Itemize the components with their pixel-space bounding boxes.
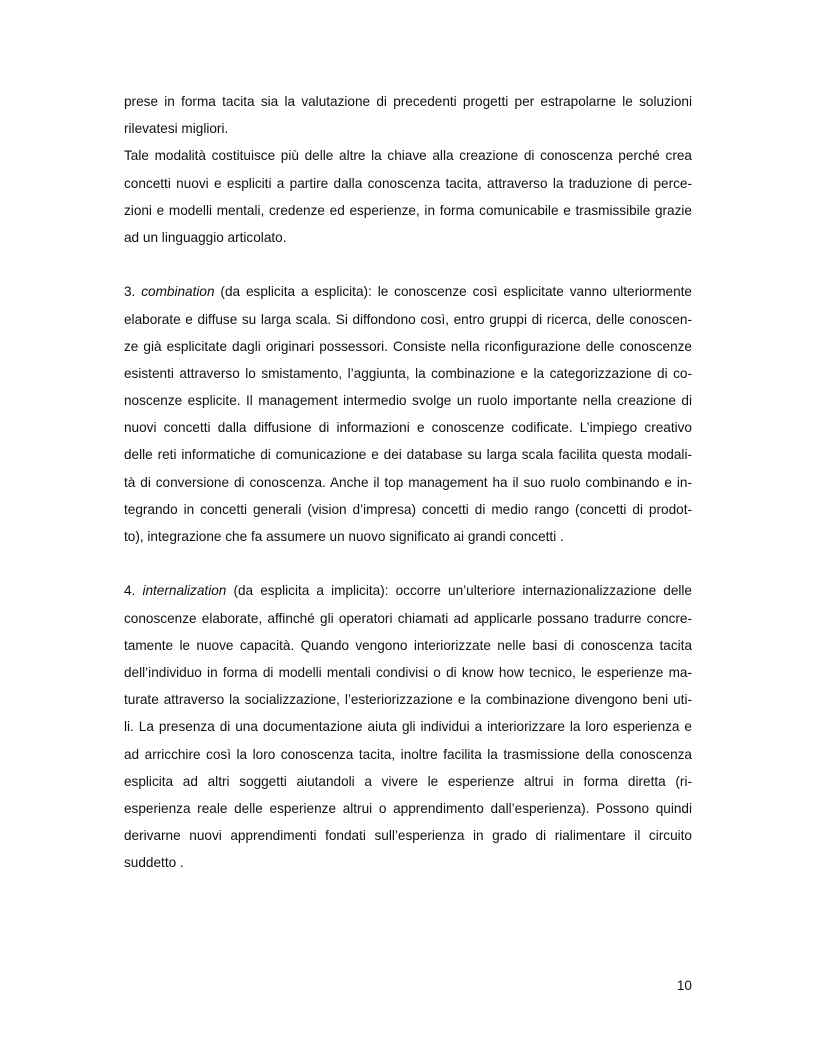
text-line: zioni e modelli mentali, credenze ed esperienze, in forma comunicabile e trasmissibile grazie — [124, 202, 692, 218]
text-line: ze già esplicitate dagli originari possessori. Consiste nella riconfigurazione delle conoscenze — [124, 338, 692, 354]
text-line: turate attraverso la socializzazione, l’esteriorizzazione e la combinazione divengono beni uti- — [124, 692, 692, 708]
list-number: 4. — [124, 583, 143, 599]
paragraph-internalization — [124, 577, 692, 876]
italic-term: internalization — [142, 583, 227, 599]
text-line-first — [124, 278, 692, 305]
text-line: delle reti informatiche di comunicazione e dei database su larga scala facilita questa modali- — [124, 447, 692, 463]
paragraph-combination — [124, 278, 692, 550]
text-line: esplicita ad altri soggetti aiutandoli a vivere le esperienze altrui in forma diretta (ri- — [124, 773, 692, 789]
text-line-rest: (da esplicita a esplicita): le conoscenze così esplicitate vanno ulteriormente — [214, 284, 692, 300]
text-line: tamente le nuove capacità. Quando vengono interiorizzate nelle basi di conoscenza tacita — [124, 637, 692, 653]
text-line: elaborate e diffuse su larga scala. Si diffondono così, entro gruppi di ricerca, delle conoscen- — [124, 311, 692, 327]
text-line: concetti nuovi e espliciti a partire dalla conoscenza tacita, attraverso la traduzione di perce- — [124, 175, 692, 191]
text-line: prese in forma tacita sia la valutazione di precedenti progetti per estrapolarne le soluzioni — [124, 94, 692, 109]
text-line: rilevatesi migliori. — [124, 121, 229, 137]
text-line: esistenti attraverso lo smistamento, l’aggiunta, la combinazione e la categorizzazione di co- — [124, 365, 692, 381]
body-text — [124, 88, 692, 876]
text-line: conoscenze elaborate, affinché gli operatori chiamati ad applicarle possano tradurre concre- — [124, 610, 692, 626]
text-line: nuovi concetti dalla diffusione di informazioni e conoscenze codificate. L’impiego creativo — [124, 420, 692, 436]
paragraph-modality-note — [124, 142, 692, 251]
text-line: li. La presenza di una documentazione aiuta gli individui a interiorizzare la loro esperienza e — [124, 719, 692, 735]
page-number: 10 — [676, 978, 692, 993]
text-line: dell’individuo in forma di modelli mentali condivisi o di know how tecnico, le esperienze ma- — [124, 664, 692, 680]
text-line: esperienza reale delle esperienze altrui o apprendimento dall’esperienza). Possono quindi — [124, 800, 692, 816]
text-line: tegrando in concetti generali (vision d’impresa) concetti di medio rango (concetti di prodot- — [124, 501, 692, 517]
text-line: derivarne nuovi apprendimenti fondati sull’esperienza in grado di rialimentare il circuito — [124, 828, 692, 844]
italic-term: combination — [141, 284, 215, 300]
paragraph-continuation — [124, 88, 692, 142]
text-line: Tale modalità costituisce più delle altre la chiave alla creazione di conoscenza perché crea — [124, 148, 692, 164]
text-line: ad arricchire così la loro conoscenza tacita, inoltre facilita la trasmissione della conoscenza — [124, 746, 692, 762]
text-line: tà di conversione di conoscenza. Anche il top management ha il suo ruolo combinando e in- — [124, 474, 692, 490]
text-line: suddetto . — [124, 855, 184, 871]
text-line-first — [124, 577, 692, 604]
text-line: ad un linguaggio articolato. — [124, 229, 287, 245]
paragraph-gap — [124, 550, 692, 577]
paragraph-gap — [124, 251, 692, 278]
list-number: 3. — [124, 284, 142, 300]
text-line: to), integrazione che fa assumere un nuovo significato ai grandi concetti . — [124, 529, 564, 544]
text-line-rest: (da esplicita a implicita): occorre un’ulteriore internazionalizzazione delle — [226, 583, 692, 599]
text-line: noscenze esplicite. Il management intermedio svolge un ruolo importante nella creazione di — [124, 393, 692, 409]
